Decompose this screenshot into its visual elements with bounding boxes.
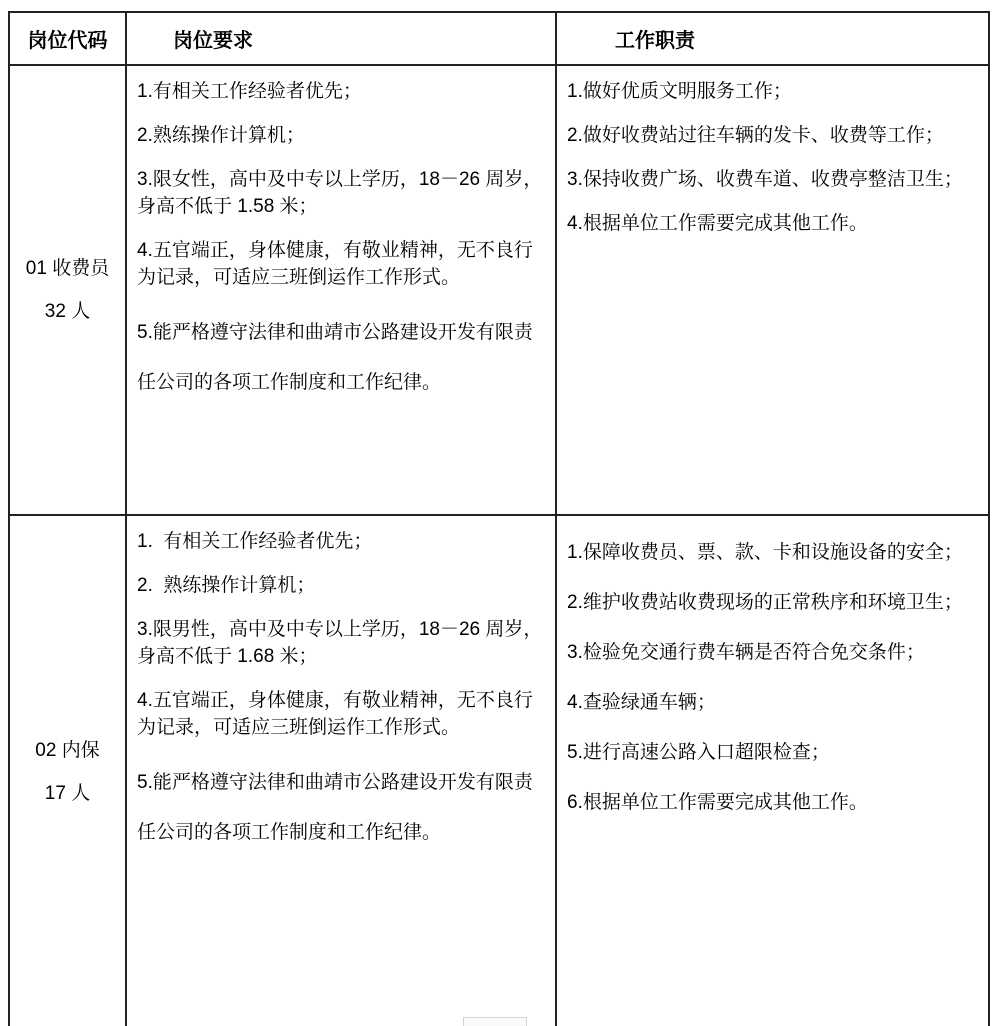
position-code-cell <box>9 515 126 1026</box>
requirement-item: 5.能严格遵守法律和曲靖市公路建设开发有限责任公司的各项工作制度和工作纪律。 <box>137 772 533 843</box>
position-code: 02 内保 <box>35 740 100 761</box>
duty-item: 3.检验免交通行费车辆是否符合免交条件； <box>567 642 925 663</box>
position-code-cell <box>9 65 126 515</box>
requirement-item: 2. 熟练操作计算机； <box>137 575 316 596</box>
requirement-item: 3.限女性，高中及中专以上学历，18－26 周岁，身高不低于 1.58 米； <box>137 169 543 217</box>
duty-item: 2.维护收费站收费现场的正常秩序和环境卫生； <box>567 592 963 613</box>
position-headcount: 17 人 <box>44 783 91 804</box>
requirements-cell <box>126 515 556 1026</box>
position-code: 01 收费员 <box>25 257 110 279</box>
duty-item: 3.保持收费广场、收费车道、收费亭整洁卫生； <box>567 169 963 190</box>
job-positions-table <box>8 11 990 1026</box>
header-job-duties: 工作职责 <box>556 12 989 65</box>
duty-item: 1.保障收费员、票、款、卡和设施设备的安全； <box>567 542 963 563</box>
requirement-item: 2.熟练操作计算机； <box>137 125 305 146</box>
requirements-cell <box>126 65 556 515</box>
header-position-code: 岗位代码 <box>9 12 126 65</box>
duties-cell <box>556 515 989 1026</box>
requirement-item: 4.五官端正，身体健康，有敬业精神，无不良行为记录，可适应三班倒运作工作形式。 <box>137 240 533 288</box>
position-headcount: 32 人 <box>44 300 91 322</box>
header-position-requirements: 岗位要求 <box>126 12 556 65</box>
duties-cell <box>556 65 989 515</box>
table-row-internal-security <box>9 515 989 1026</box>
duty-item: 4.查验绿通车辆； <box>567 692 716 713</box>
header-row <box>9 12 989 65</box>
duty-item: 2.做好收费站过往车辆的发卡、收费等工作； <box>567 125 944 146</box>
duty-item: 6.根据单位工作需要完成其他工作。 <box>567 792 868 813</box>
requirement-item: 1. 有相关工作经验者优先； <box>137 531 373 552</box>
requirement-item: 1.有相关工作经验者优先； <box>137 81 362 102</box>
scrollbar-artifact <box>463 1017 527 1026</box>
requirement-item: 4.五官端正，身体健康，有敬业精神，无不良行为记录，可适应三班倒运作工作形式。 <box>137 690 533 738</box>
requirement-item: 3.限男性，高中及中专以上学历，18－26 周岁，身高不低于 1.68 米； <box>137 619 543 667</box>
duty-item: 1.做好优质文明服务工作； <box>567 81 792 102</box>
requirement-item: 5.能严格遵守法律和曲靖市公路建设开发有限责任公司的各项工作制度和工作纪律。 <box>137 322 533 393</box>
table-row-toll-collector <box>9 65 989 515</box>
duty-item: 5.进行高速公路入口超限检查； <box>567 742 830 763</box>
duty-item: 4.根据单位工作需要完成其他工作。 <box>567 213 868 234</box>
